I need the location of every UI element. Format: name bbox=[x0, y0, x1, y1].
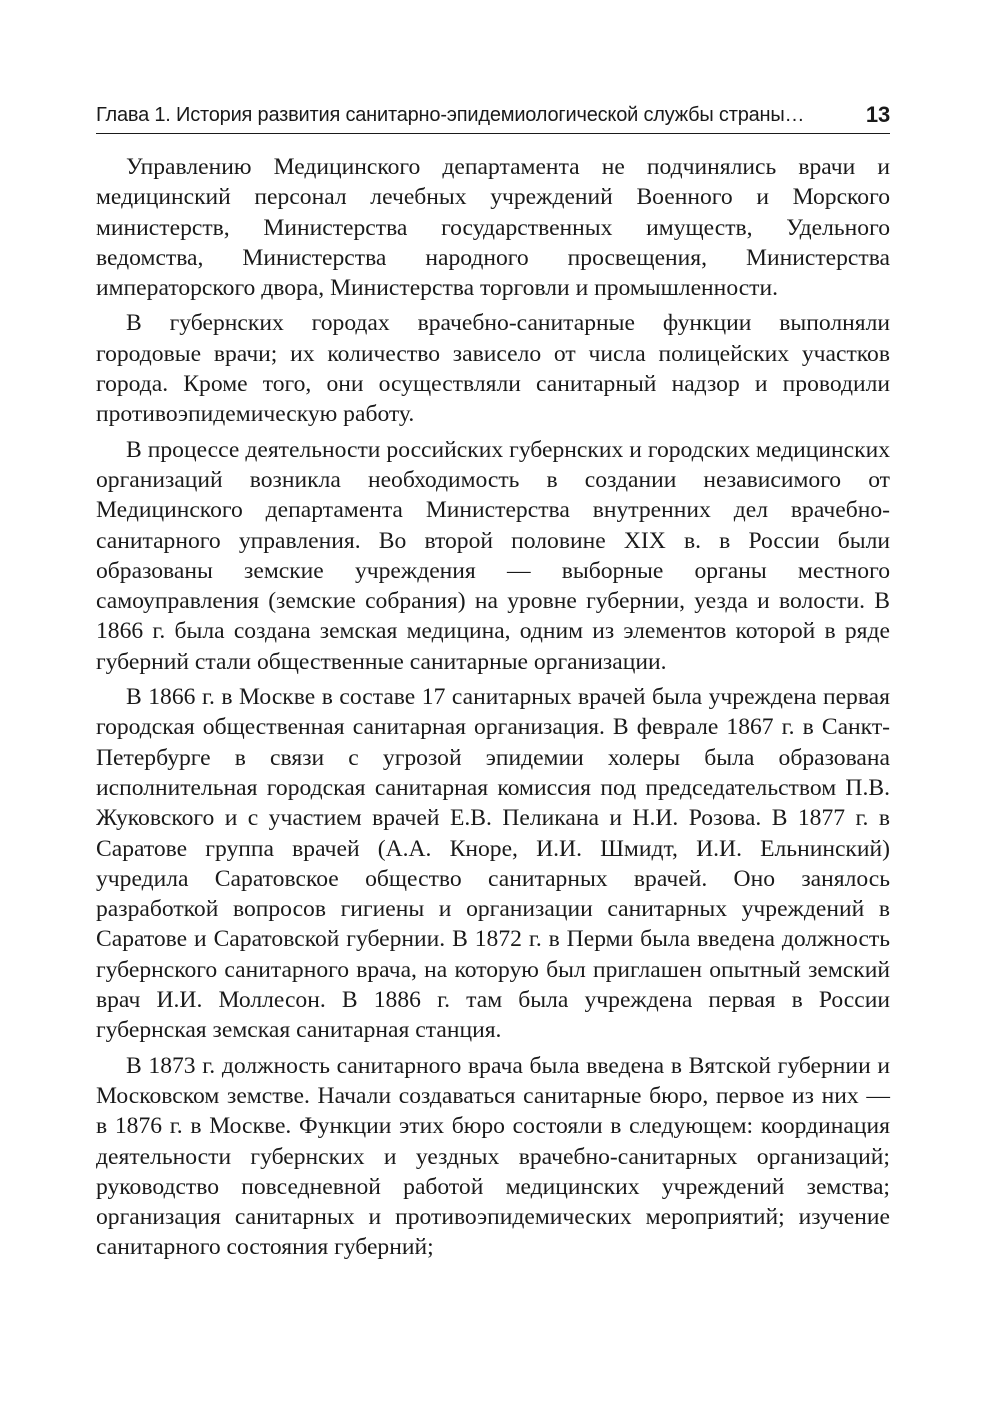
chapter-title: Глава 1. История развития санитарно-эпидемиологической службы страны… bbox=[96, 104, 805, 126]
running-header bbox=[96, 98, 890, 134]
header-rule bbox=[96, 133, 890, 134]
page-body bbox=[96, 152, 890, 1268]
paragraph: Управлению Медицинского департамента не подчинялись врачи и медицинский персонал лечебных учреждений Военного и Морского министерств, Министерства государственных имуществ, Удельного ведомства, Министерства народного просвещения, Министерства императорского двора, Министерства торговли и промышленности. bbox=[96, 154, 890, 302]
paragraph: В процессе деятельности российских губернских и городских медицинских организаций возникла необходимость в создании независимого от Медицинского департамента Министерства внутренних дел врачебно-санитарного управления. Во второй половине XIX в. в России были образованы земские учреждения — выборные органы местного самоуправления (земские собрания) на уровне губернии, уезда и волости. В 1866 г. была создана земская медицина, одним из элементов которой в ряде губерний стали общественные санитарные организации. bbox=[96, 436, 890, 675]
paragraph: В губернских городах врачебно-санитарные функции выполняли городовые врачи; их количество зависело от числа полицейских участков города. Кроме того, они осуществляли санитарный надзор и проводили противоэпидемическую работу. bbox=[96, 310, 890, 428]
paragraph: В 1873 г. должность санитарного врача была введена в Вятской губернии и Московском земстве. Начали создаваться санитарные бюро, первое из них — в 1876 г. в Москве. Функции этих бюро состояли в следующем: координация деятельности губернских и уездных врачебно-санитарных организаций; руководство повседневной работой медицинских учреждений земства; организация санитарных и противоэпидемических мероприятий; изучение санитарного состояния губерний; bbox=[96, 1052, 890, 1261]
paragraph: В 1866 г. в Москве в составе 17 санитарных врачей была учреждена первая городская общественная санитарная организация. В феврале 1867 г. в Санкт-Петербурге в связи с угрозой эпидемии холеры была образована исполнительная городская санитарная комиссия под председательством П.В. Жуковского и с участием врачей Е.В. Пеликана и Н.И. Розова. В 1877 г. в Саратове группа врачей (А.А. Кноре, И.И. Шмидт, И.И. Ельнинский) учредила Саратовское общество санитарных врачей. Оно занялось разработкой вопросов гигиены и организации санитарных учреждений в Саратове и Саратовской губернии. В 1872 г. в Перми была введена должность губернского санитарного врача, на которую был приглашен опытный земский врач И.И. Моллесон. В 1886 г. там была учреждена первая в России губернская земская санитарная станция. bbox=[96, 684, 890, 1044]
page-number: 13 bbox=[865, 102, 890, 127]
